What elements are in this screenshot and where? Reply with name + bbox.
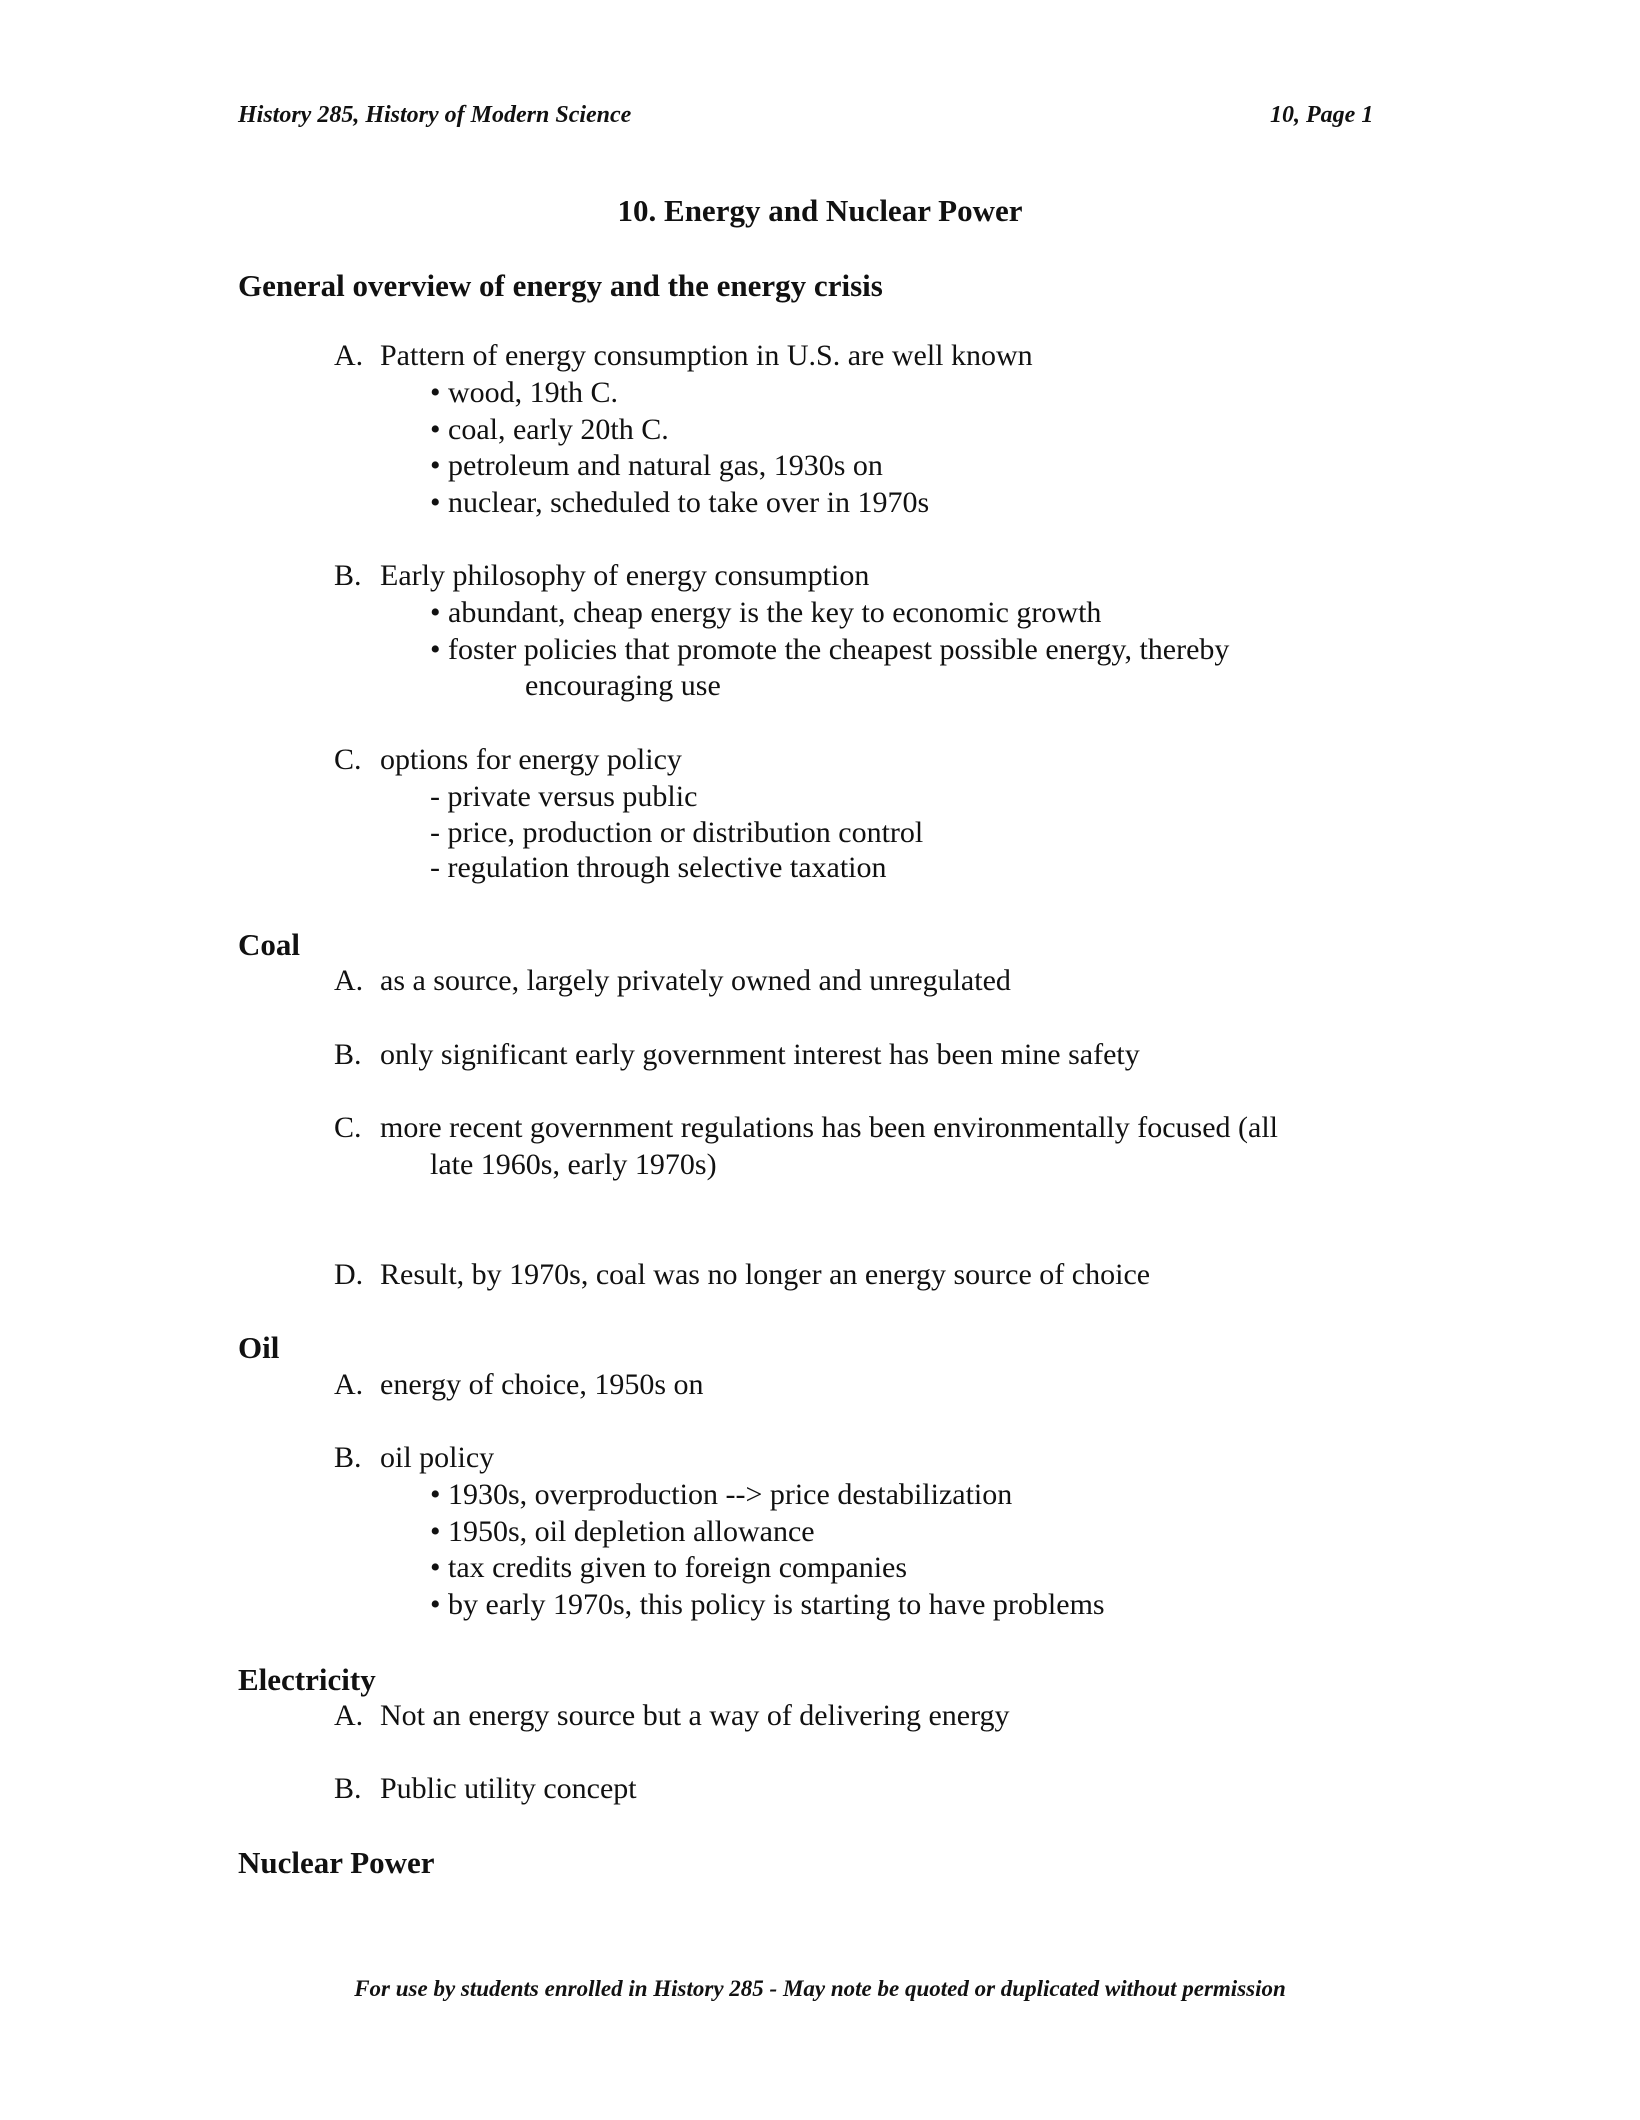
electricity-item-a <box>334 1698 1010 1734</box>
item-marker: B. <box>334 1038 362 1071</box>
item-text: Not an energy source but a way of delivering energy <box>380 1699 1010 1732</box>
overview-item-b <box>334 558 869 594</box>
overview-item-c <box>334 742 682 778</box>
item-text: options for energy policy <box>380 743 682 776</box>
running-header-page-number: 10, Page 1 <box>1270 102 1374 128</box>
overview-c-dash-item: - private versus public <box>430 780 698 813</box>
item-text: Public utility concept <box>380 1772 637 1805</box>
oil-b-bullet: • by early 1970s, this policy is starting to have problems <box>430 1588 1105 1621</box>
oil-item-b <box>334 1440 494 1476</box>
overview-a-bullet: • petroleum and natural gas, 1930s on <box>430 449 883 482</box>
section-heading-electricity: Electricity <box>238 1662 376 1697</box>
coal-item-c <box>334 1110 1278 1146</box>
overview-a-bullet: • nuclear, scheduled to take over in 1970s <box>430 486 930 519</box>
item-marker: C. <box>334 1111 362 1144</box>
overview-a-bullet: • coal, early 20th C. <box>430 413 669 446</box>
item-marker: D. <box>334 1258 364 1291</box>
item-marker: B. <box>334 1441 362 1474</box>
item-text: Pattern of energy consumption in U.S. are well known <box>380 339 1033 372</box>
overview-c-dash-item: - price, production or distribution control <box>430 816 924 849</box>
item-marker: B. <box>334 1772 362 1805</box>
oil-item-a <box>334 1367 704 1403</box>
document-title: 10. Energy and Nuclear Power <box>617 193 1023 228</box>
overview-c-dash-item: - regulation through selective taxation <box>430 851 887 884</box>
coal-item-b <box>334 1037 1140 1073</box>
oil-b-bullet: • 1950s, oil depletion allowance <box>430 1515 815 1548</box>
item-text: as a source, largely privately owned and unregulated <box>380 964 1011 997</box>
coal-item-d <box>334 1257 1150 1293</box>
section-heading-overview: General overview of energy and the energy crisis <box>238 268 883 303</box>
section-heading-coal: Coal <box>238 927 300 962</box>
item-marker: A. <box>334 1368 364 1401</box>
electricity-item-b <box>334 1771 637 1807</box>
overview-a-bullet: • wood, 19th C. <box>430 376 619 409</box>
item-text: Early philosophy of energy consumption <box>380 559 870 592</box>
item-marker: A. <box>334 339 364 372</box>
overview-b-bullet-continuation: encouraging use <box>525 669 721 702</box>
section-heading-oil: Oil <box>238 1330 280 1365</box>
overview-b-bullet: • foster policies that promote the cheapest possible energy, thereby <box>430 633 1230 666</box>
coal-item-c-continuation: late 1960s, early 1970s) <box>430 1148 717 1181</box>
item-marker: A. <box>334 1699 364 1732</box>
item-text: only significant early government interest has been mine safety <box>380 1038 1140 1071</box>
item-marker: B. <box>334 559 362 592</box>
item-text: more recent government regulations has been environmentally focused (all <box>380 1111 1279 1144</box>
item-text: energy of choice, 1950s on <box>380 1368 704 1401</box>
page-footer-notice: For use by students enrolled in History 285 - May note be quoted or duplicated without permission <box>354 1976 1286 2001</box>
overview-b-bullet: • abundant, cheap energy is the key to economic growth <box>430 596 1102 629</box>
item-text: Result, by 1970s, coal was no longer an energy source of choice <box>380 1258 1151 1291</box>
section-heading-nuclear-power: Nuclear Power <box>238 1845 435 1880</box>
coal-item-a <box>334 963 1011 999</box>
oil-b-bullet: • tax credits given to foreign companies <box>430 1551 908 1584</box>
item-text: oil policy <box>380 1441 495 1474</box>
oil-b-bullet: • 1930s, overproduction --> price destabilization <box>430 1478 1013 1511</box>
overview-item-a <box>334 338 1033 374</box>
item-marker: A. <box>334 964 364 997</box>
running-header-course: History 285, History of Modern Science <box>238 102 632 128</box>
item-marker: C. <box>334 743 362 776</box>
